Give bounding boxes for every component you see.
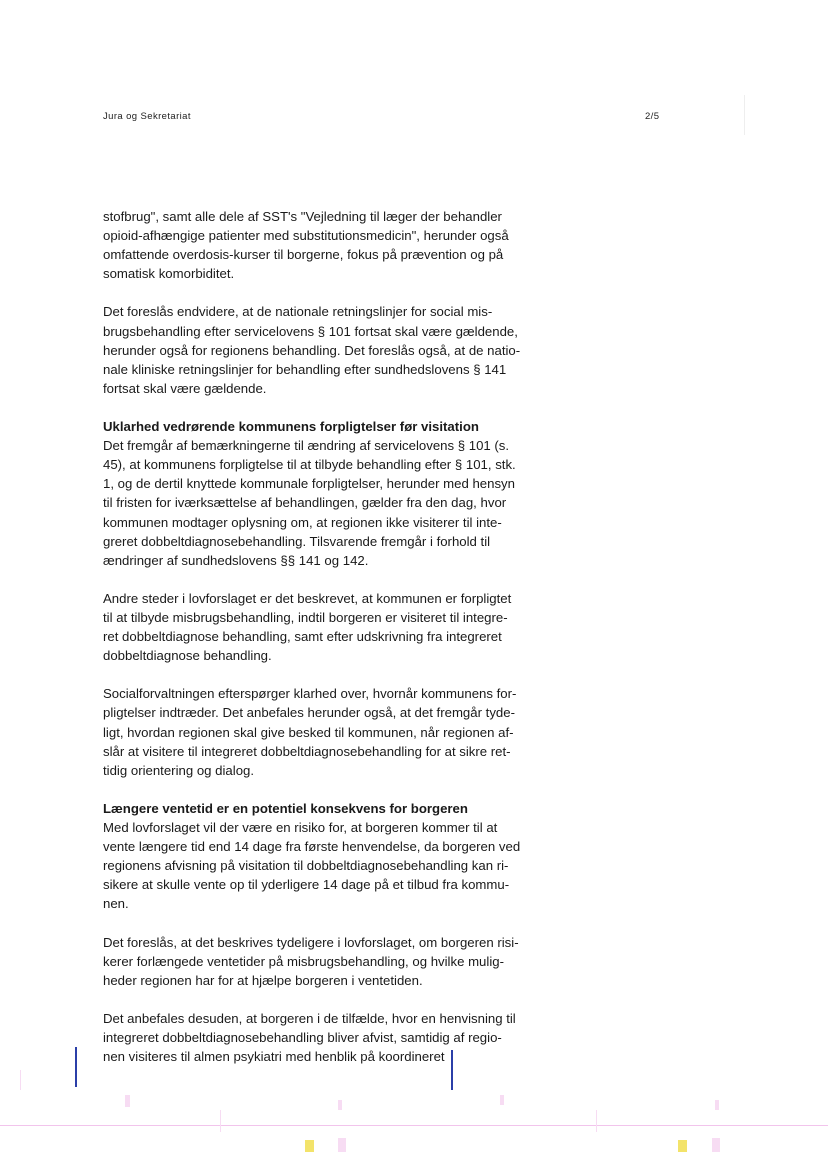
text-line: Det fremgår af bemærkningerne til ændring af servicelovens § 101 (s. bbox=[103, 438, 510, 454]
text-line: til at tilbyde misbrugsbehandling, indtil borgeren er visiteret til integre- bbox=[103, 609, 508, 625]
scan-mark bbox=[500, 1095, 504, 1105]
text-line: somatisk komorbiditet. bbox=[103, 266, 235, 282]
text-line: integreret dobbeltdiagnosebehandling bliver afvist, samtidig af regio- bbox=[103, 1030, 502, 1046]
document-body bbox=[103, 207, 558, 1066]
text-line: opioid-afhængige patienter med substitutionsmedicin", herunder også bbox=[103, 228, 509, 244]
scan-mark bbox=[712, 1138, 720, 1152]
text-line: Det foreslås endvidere, at de nationale retningslinjer for social mis- bbox=[103, 304, 493, 320]
text-line: nen visiteres til almen psykiatri med henblik på koordineret bbox=[103, 1049, 445, 1065]
text-line: Socialforvaltningen efterspørger klarhed over, hvornår kommunens for- bbox=[103, 686, 517, 702]
text-line: herunder også for regionens behandling. Det foreslås også, at de natio- bbox=[103, 342, 521, 358]
text-line: kerer forlængede ventetider på misbrugsbehandling, og hvilke mulig- bbox=[103, 953, 504, 969]
text-line: kommunen modtager oplysning om, at regionen ikke visiterer til inte- bbox=[103, 514, 502, 530]
scan-mark bbox=[220, 1110, 221, 1132]
text-line: stofbrug", samt alle dele af SST's "Vejledning til læger der behandler bbox=[103, 209, 502, 224]
text-line: ændringer af sundhedslovens §§ 141 og 142. bbox=[103, 552, 369, 568]
text-line: nale kliniske retningslinjer for behandling efter sundhedslovens § 141 bbox=[103, 361, 507, 377]
scan-mark bbox=[20, 1070, 21, 1090]
scan-mark bbox=[596, 1110, 597, 1132]
scan-mark bbox=[678, 1140, 687, 1152]
header-department: Jura og Sekretariat bbox=[103, 111, 191, 122]
paragraph bbox=[103, 417, 558, 570]
paragraph bbox=[103, 799, 558, 914]
text-line: omfattende overdosis-kurser til borgerne, fokus på prævention og på bbox=[103, 247, 504, 263]
page-number: 2/5 bbox=[645, 111, 660, 122]
text-line: ligt, hvordan regionen skal give besked til kommunen, når regionen af- bbox=[103, 724, 514, 740]
paragraph bbox=[103, 589, 558, 665]
paragraph bbox=[103, 302, 558, 397]
text-line: slår at visitere til integreret dobbeltdiagnosebehandling for at sikre ret- bbox=[103, 743, 511, 759]
section-heading: Længere ventetid er en potentiel konsekvens for borgeren bbox=[103, 800, 468, 816]
text-line: greret dobbeltdiagnosebehandling. Tilsvarende fremgår i forhold til bbox=[103, 533, 491, 549]
text-line: 45), at kommunens forpligtelse til at tilbyde behandling efter § 101, stk. bbox=[103, 457, 516, 473]
text-line: Det foreslås, at det beskrives tydeligere i lovforslaget, om borgeren risi- bbox=[103, 934, 519, 950]
scan-mark bbox=[744, 95, 745, 135]
text-line: brugsbehandling efter servicelovens § 101 fortsat skal være gældende, bbox=[103, 323, 518, 339]
text-line: Med lovforslaget vil der være en risiko for, at borgeren kommer til at bbox=[103, 820, 498, 835]
scan-mark bbox=[0, 1125, 828, 1126]
text-line: fortsat skal være gældende. bbox=[103, 380, 267, 396]
text-line: ret dobbeltdiagnose behandling, samt efter udskrivning fra integreret bbox=[103, 629, 502, 645]
scan-mark bbox=[75, 1047, 77, 1087]
text-line: sikere at skulle vente op til yderligere 14 dage på et tilbud fra kommu- bbox=[103, 877, 510, 893]
scan-mark bbox=[451, 1050, 453, 1090]
text-line: nen. bbox=[103, 896, 129, 912]
text-line: Det anbefales desuden, at borgeren i de tilfælde, hvor en henvisning til bbox=[103, 1010, 516, 1026]
text-line: dobbeltdiagnose behandling. bbox=[103, 648, 272, 664]
scan-mark bbox=[125, 1095, 130, 1107]
text-line: regionens afvisning på visitation til dobbeltdiagnosebehandling kan ri- bbox=[103, 858, 509, 874]
text-line: 1, og de dertil knyttede kommunale forpligtelser, herunder med hensyn bbox=[103, 476, 515, 492]
scan-mark bbox=[338, 1138, 346, 1152]
scan-mark bbox=[338, 1100, 342, 1110]
text-line: Andre steder i lovforslaget er det beskrevet, at kommunen er forpligtet bbox=[103, 590, 512, 606]
text-line: til fristen for iværksættelse af behandlingen, gælder fra den dag, hvor bbox=[103, 495, 507, 511]
text-line: pligtelser indtræder. Det anbefales herunder også, at det fremgår tyde- bbox=[103, 705, 515, 721]
text-line: tidig orientering og dialog. bbox=[103, 762, 255, 778]
scan-mark bbox=[715, 1100, 719, 1110]
scan-mark bbox=[305, 1140, 314, 1152]
text-line: vente længere tid end 14 dage fra første henvendelse, da borgeren ved bbox=[103, 839, 521, 855]
text-line: heder regionen har for at hjælpe borgeren i ventetiden. bbox=[103, 972, 423, 988]
paragraph bbox=[103, 1009, 558, 1066]
section-heading: Uklarhed vedrørende kommunens forpligtelser før visitation bbox=[103, 419, 479, 435]
paragraph bbox=[103, 933, 558, 990]
paragraph bbox=[103, 684, 558, 779]
paragraph bbox=[103, 207, 558, 283]
